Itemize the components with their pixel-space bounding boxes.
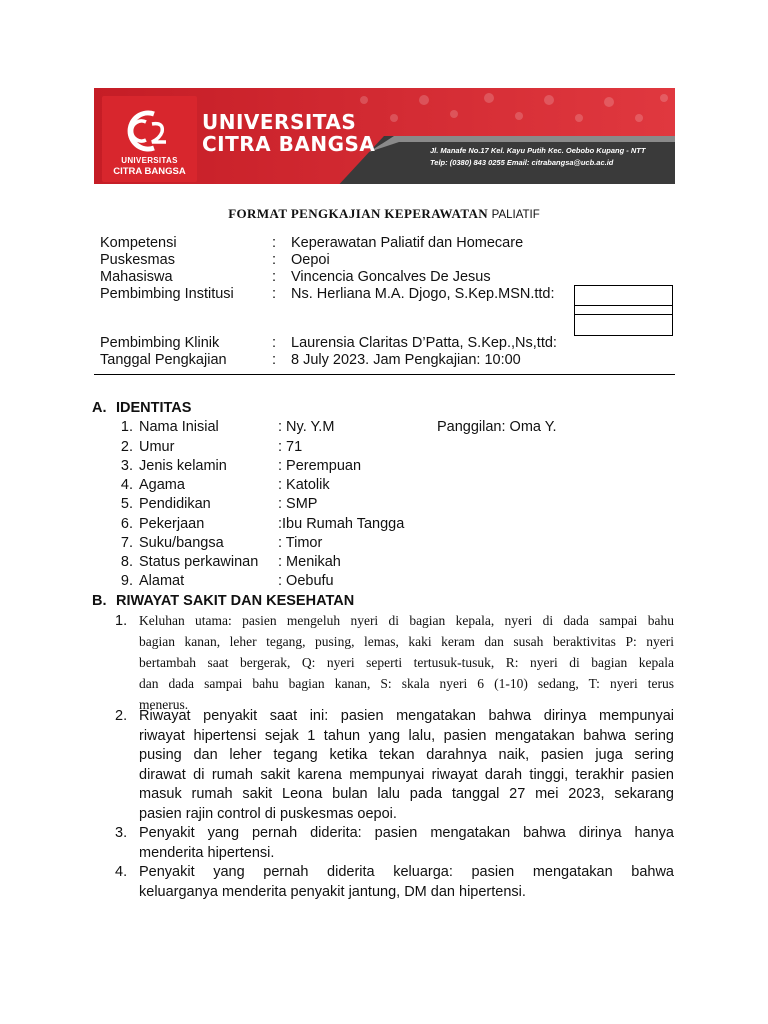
signature-box-klinik[interactable] [574,305,673,336]
document-title-sub: PALIATIF [491,209,540,221]
paragraph-line: pusing dan leher tegang ketika tekan darahnya naik, pasien juga sering [139,747,674,763]
identity-value: : Ny. Y.M [278,419,335,435]
section-b-heading [92,593,354,609]
identity-num: 7. [120,535,133,551]
paragraph-line: dan dada sampai bahu bagian kanan, S: skala nyeri 6 (1-10) sedang, T: nyeri terus [139,676,674,691]
info-value: Ns. Herliana M.A. Djogo, S.Kep.MSN.ttd: [291,286,555,302]
identity-value: : SMP [278,496,318,512]
info-label: Kompetensi [100,235,177,251]
paragraph-line: Keluhan utama: pasien mengeluh nyeri di bagian kepala, nyeri di dada sampai bahu [139,613,674,628]
identity-label: Umur [139,439,175,455]
section-title: IDENTITAS [116,400,192,416]
paragraph-line: keluarganya menderita penyakit jantung, DM dan hipertensi. [139,883,526,900]
history-item-num: 3. [115,825,128,841]
university-logo [102,96,197,182]
info-value: Oepoi [291,252,330,268]
paragraph-line: menerus. [139,697,189,712]
info-label: Pembimbing Institusi [100,286,234,302]
info-value: Vincencia Goncalves De Jesus [291,269,491,285]
info-colon: : [272,352,277,368]
identity-label: Status perkawinan [139,554,259,570]
paragraph-line: Riwayat penyakit saat ini: pasien mengatakan bahwa dirinya mempunyai [139,708,674,724]
identity-value: : Menikah [278,554,341,570]
university-name-line2: CITRA BANGSA [202,132,376,156]
university-contact: Telp: (0380) 843 0255 Email: citrabangsa@ucb.ac.id [430,158,614,167]
info-colon: : [272,335,277,351]
identity-value: : Perempuan [278,458,362,474]
divider-line [94,374,675,375]
identity-value: :Ibu Rumah Tangga [278,516,405,532]
info-colon: : [272,286,277,302]
section-title: RIWAYAT SAKIT DAN KESEHATAN [116,593,355,609]
identity-num: 6. [120,516,133,532]
identity-value: : Katolik [278,477,330,493]
paragraph-line: menderita hipertensi. [139,844,275,861]
document-title [0,206,768,222]
identity-label: Pekerjaan [139,516,205,532]
identity-value: : Oebufu [278,573,334,589]
identity-nickname: Panggilan: Oma Y. [437,419,557,435]
cb-logo-icon [124,108,174,154]
paragraph-line: riwayat hipertensi sejak 1 tahun yang lalu, pasien mengatakan bahwa sering [139,727,674,744]
info-colon: : [272,252,277,268]
identity-value: : 71 [278,439,303,455]
info-value: Keperawatan Paliatif dan Homecare [291,235,524,251]
identity-label: Jenis kelamin [139,458,227,474]
identity-label: Nama Inisial [139,419,219,435]
info-label: Puskesmas [100,252,175,268]
identity-num: 2. [120,439,133,455]
identity-num: 4. [120,477,133,493]
paragraph-line: dirawat di rumah sakit karena mempunyai riwayat darah tinggi, terakhir pasien [139,766,674,783]
info-label: Tanggal Pengkajian [100,352,227,368]
info-colon: : [272,269,277,285]
identity-label: Alamat [139,573,185,589]
logo-caption-line2: CITRA BANGSA [113,166,186,177]
history-item-keluhan-utama [139,610,674,715]
history-item-num: 2. [115,708,128,724]
paragraph-line: bagian kanan, leher tegang, pusing, lemas, kaki keram dan susah beraktivitas P: nyeri [139,634,674,649]
identity-num: 1. [120,419,133,435]
history-item-riwayat-saat-ini [139,707,674,824]
identity-num: 3. [120,458,133,474]
paragraph-line: masuk rumah sakit Leona bulan lalu pada tanggal 27 mei 2023, sekarang [139,786,674,802]
history-item-penyakit-diderita [139,824,674,863]
info-value: 8 July 2023. Jam Pengkajian: 10:00 [291,352,521,368]
info-colon: : [272,235,277,251]
university-name-line1: UNIVERSITAS [202,110,357,134]
identity-label: Suku/bangsa [139,535,224,551]
university-address: Jl. Manafe No.17 Kel. Kayu Putih Kec. Oebobo Kupang - NTT [430,146,646,155]
history-item-penyakit-keluarga [139,863,674,902]
history-item-num: 4. [115,864,128,880]
info-value: Laurensia Claritas D’Patta, S.Kep.,Ns,ttd: [291,335,557,351]
identity-num: 9. [120,573,133,589]
paragraph-line: pasien rajin control di puskesmas oepoi. [139,805,397,822]
identity-label: Pendidikan [139,496,211,512]
university-banner [94,88,675,190]
logo-caption-line1: UNIVERSITAS [121,156,178,165]
paragraph-line: bertambah saat bergerak, Q: nyeri seperti tertusuk-tusuk, R: nyeri di bagian kepala [139,655,674,670]
info-label: Pembimbing Klinik [100,335,220,351]
paragraph-line: Penyakit yang pernah diderita keluarga: pasien mengatakan bahwa [139,864,674,880]
paragraph-line: Penyakit yang pernah diderita: pasien mengatakan bahwa dirinya hanya [139,825,674,841]
section-letter: B. [92,593,107,609]
document-title-main: FORMAT PENGKAJIAN KEPERAWATAN [228,206,489,221]
identity-num: 5. [120,496,133,512]
history-item-num: 1. [115,613,128,629]
identity-value: : Timor [278,535,323,551]
identity-label: Agama [139,477,185,493]
info-label: Mahasiswa [100,269,173,285]
section-letter: A. [92,400,107,416]
section-a-heading [92,400,191,416]
identity-num: 8. [120,554,133,570]
